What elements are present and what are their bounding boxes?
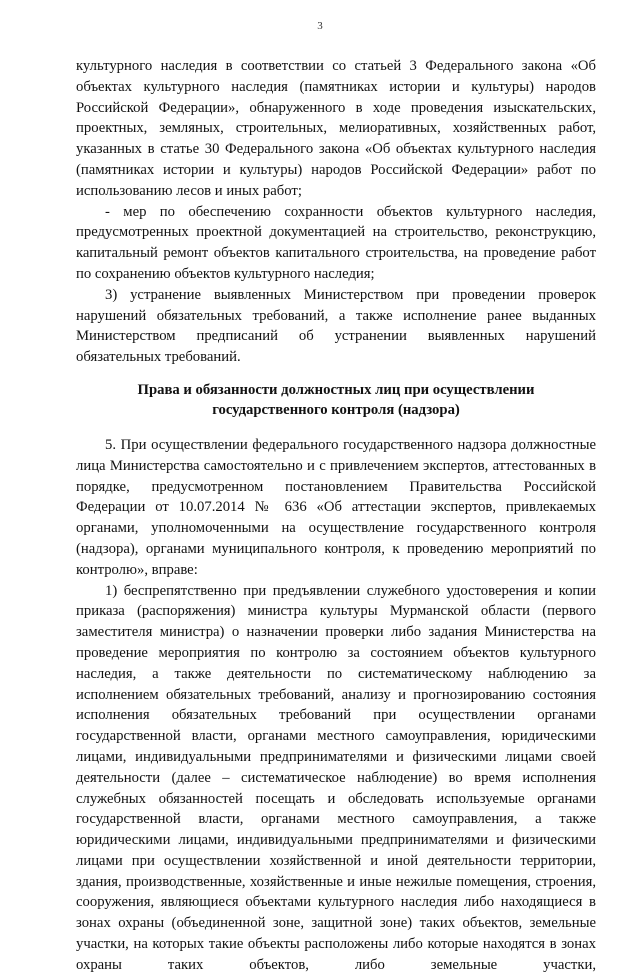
section-heading-line-2: государственного контроля (надзора) (212, 402, 460, 419)
paragraph-item-3: 3) устранение выявленных Министерством при проведении проверок нарушений обязательных требований, а также исполнение ранее выданных Министерством предписаний об устранении выявленных нарушений обязательных требований. (76, 286, 596, 366)
document-body (76, 56, 596, 976)
paragraph-continuation: культурного наследия в соответствии со статьей 3 Федерального закона «Об объектах культурного наследия (памятниках истории и культуры) народов Российской Федерации», обнаруженного в ходе проведения изыскательских, проектных, земляных, строительных, мелиоративных, хозяйственных работ, указанных в статье 30 Федерального закона «Об объектах культурного наследия (памятниках истории и культуры) народов Российской Федерации» работ по использованию лесов и иных работ; (76, 58, 596, 199)
paragraph-item-1: 1) беспрепятственно при предъявлении служебного удостоверения и копии приказа (распоряжения) министра культуры Мурманской области (первого заместителя министра) о назначении проверки либо задания Министерства на проведение мероприятия по контролю за состоянием объектов культурного наследия, а также деятельности по систематическому наблюдению за исполнением обязательных требований, анализу и прогнозированию состояния исполнения обязательных требований при осуществлении органами государственной власти, органами местного самоуправления, юридическими лицами, индивидуальными предпринимателями и физическими лицами своей деятельности (далее – систематическое наблюдение) во время исполнения служебных обязанностей посещать и обследовать используемые органами государственной власти, органами местного самоуправления, а также юридическими лицами, индивидуальными предпринимателями и физическими лицами при осуществлении хозяйственной и иной деятельности территории, здания, производственные, хозяйственные и иные нежилые помещения, строения, сооружения, являющиеся объектами культурного наследия либо находящиеся в зонах охраны (объединенной зоне, защитной зоне) таких объектов, земельные участки, на которых такие объекты расположены либо которые находятся в зонах охраны таких объектов, либо земельные участки, (76, 582, 596, 973)
section-heading-line-1: Права и обязанности должностных лиц при осуществлении (137, 381, 535, 398)
section-heading (76, 380, 596, 421)
paragraph-measures: - мер по обеспечению сохранности объектов культурного наследия, предусмотренных проектной документацией на строительство, реконструкцию, капитальный ремонт объектов капитального строительства, на проведение работ по сохранению объектов культурного наследия; (76, 203, 596, 282)
page-number: 3 (317, 20, 323, 32)
paragraph-5: 5. При осуществлении федерального государственного надзора должностные лица Министерства самостоятельно и с привлечением экспертов, аттестованных в порядке, предусмотренном постановлением Правительства Российской Федерации от 10.07.2014 № 636 «Об аттестации экспертов, привлекаемых органами, уполномоченными на осуществление государственного контроля (надзора), органами муниципального контроля, к проведению мероприятий по контролю», вправе: (76, 436, 596, 578)
